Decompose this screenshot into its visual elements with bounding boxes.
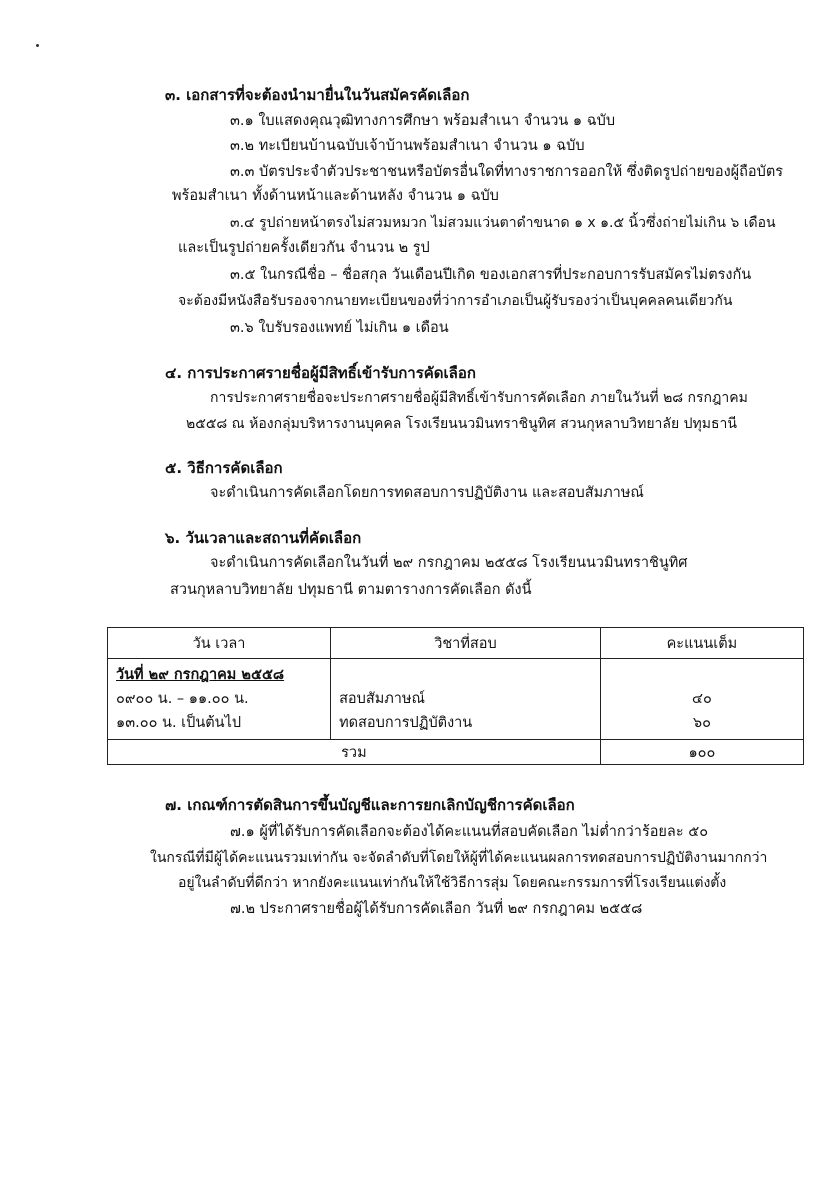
item-3-4-line2: และเป็นรูปถ่ายครั้งเดียวกัน จำนวน ๒ รูป [178, 240, 430, 256]
section-4-heading: ๔. การประกาศรายชื่อผู้มีสิทธิ์เข้ารับการคัดเลือก [165, 364, 476, 382]
criteria-7-1-line3: อยู่ในลำดับที่ดีกว่า หากยังคะแนนเท่ากันให้ใช้วิธีการสุ่ม โดยคณะกรรมการที่โรงเรียนแต่งตั้ง [178, 875, 727, 891]
section-4-para-line2: ๒๕๕๘ ณ ห้องกลุ่มบริหารงานบุคคล โรงเรียนนวมินทราชินูทิศ สวนกุหลาบวิทยาลัย ปทุมธานี [186, 416, 737, 432]
total-label: รวม [108, 740, 601, 765]
criteria-7-1-line2: ในกรณีที่มีผู้ได้คะแนนรวมเท่ากัน จะจัดลำดับที่โดยให้ผู้ที่ได้คะแนนผลการทดสอบการปฏิบัติงานมากกว่า [150, 850, 768, 866]
section-6-heading: ๖. วันเวลาและสถานที่คัดเลือก [165, 529, 362, 547]
header-date-time: วัน เวลา [108, 628, 331, 659]
time-row-1: ๐๙๐๐ น. – ๑๑.๐๐ น. [116, 691, 249, 707]
subject-row-2: ทดสอบการปฏิบัติงาน [339, 715, 473, 731]
item-3-5-line2: จะต้องมีหนังสือรับรองจากนายทะเบียนของที่ว่าการอำเภอเป็นผู้รับรองว่าเป็นบุคคลคนเดียวกัน [178, 293, 733, 309]
exam-date: วันที่ ๒๙ กรกฎาคม ๒๕๕๘ [116, 667, 285, 683]
item-3-5-line1: ๓.๕ ในกรณีชื่อ – ชื่อสกุล วันเดือนปีเกิด ของเอกสารที่ประกอบการรับสมัครไม่ตรงกัน [230, 267, 752, 283]
total-score: ๑๐๐ [600, 740, 803, 765]
section-5-para: จะดำเนินการคัดเลือกโดยการทดสอบการปฏิบัติงาน และสอบสัมภาษณ์ [210, 485, 644, 501]
selection-schedule-table [107, 627, 804, 765]
item-3-4-line1: ๓.๔ รูปถ่ายหน้าตรงไม่สวมหมวก ไม่สวมแว่นตาดำขนาด ๑ x ๑.๕ นิ้วซึ่งถ่ายไม่เกิน ๖ เดือน [230, 215, 776, 231]
criteria-7-2: ๗.๒ ประกาศรายชื่อผู้ได้รับการคัดเลือก วันที่ ๒๙ กรกฎาคม ๒๕๕๘ [230, 901, 643, 917]
table-body-row [108, 659, 804, 740]
score-cell [600, 659, 803, 740]
header-subject: วิชาที่สอบ [331, 628, 601, 659]
section-6-para-line1: จะดำเนินการคัดเลือกในวันที่ ๒๙ กรกฎาคม ๒๕๕๘ โรงเรียนนวมินทราชินูทิศ [210, 555, 688, 571]
table-header-row [108, 628, 804, 659]
criteria-7-1-line1: ๗.๑ ผู้ที่ได้รับการคัดเลือกจะต้องได้คะแนนที่สอบคัดเลือก ไม่ต่ำกว่าร้อยละ ๕๐ [230, 824, 709, 840]
item-3-3-line1: ๓.๓ บัตรประจำตัวประชาชนหรือบัตรอื่นใดที่ทางราชการออกให้ ซึ่งติดรูปถ่ายของผู้ถือบัตร [230, 164, 784, 180]
item-3-3-line2: พร้อมสำเนา ทั้งด้านหน้าและด้านหลัง จำนวน ๑ ฉบับ [172, 188, 499, 204]
item-3-2: ๓.๒ ทะเบียนบ้านฉบับเจ้าบ้านพร้อมสำเนา จำนวน ๑ ฉบับ [230, 138, 585, 154]
section-5-heading: ๕. วิธีการคัดเลือก [165, 459, 283, 477]
header-full-score: คะแนนเต็ม [600, 628, 803, 659]
score-row-2: ๖๐ [692, 715, 711, 731]
section-6-para-line2: สวนกุหลาบวิทยาลัย ปทุมธานี ตามตารางการคัดเลือก ดังนี้ [170, 582, 532, 598]
section-4-para-line1: การประกาศรายชื่อจะประกาศรายชื่อผู้มีสิทธิ์เข้ารับการคัดเลือก ภายในวันที่ ๒๘ กรกฎาคม [210, 390, 748, 406]
section-7-heading: ๗. เกณฑ์การตัดสินการขึ้นบัญชีและการยกเลิกบัญชีการคัดเลือก [165, 796, 575, 814]
subject-row-1: สอบสัมภาษณ์ [339, 691, 425, 707]
subject-cell [331, 659, 601, 740]
date-time-cell [108, 659, 331, 740]
scan-speck [36, 44, 39, 47]
table-total-row [108, 740, 804, 765]
section-3-heading: ๓. เอกสารที่จะต้องนำมายื่นในวันสมัครคัดเลือก [165, 86, 470, 104]
score-row-1: ๔๐ [691, 691, 712, 707]
item-3-1: ๓.๑ ใบแสดงคุณวุฒิทางการศึกษา พร้อมสำเนา จำนวน ๑ ฉบับ [230, 113, 616, 129]
time-row-2: ๑๓.๐๐ น. เป็นต้นไป [116, 715, 242, 731]
item-3-6: ๓.๖ ใบรับรองแพทย์ ไม่เกิน ๑ เดือน [230, 320, 449, 336]
